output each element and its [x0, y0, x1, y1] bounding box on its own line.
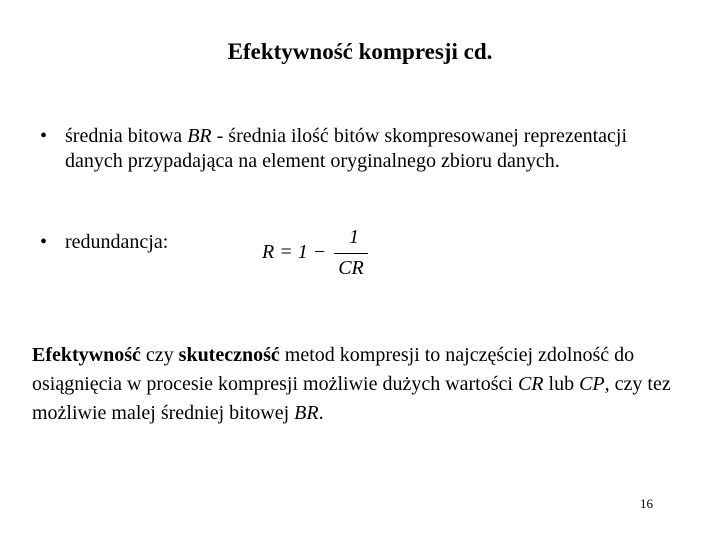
- page-number: 16: [640, 496, 653, 511]
- bullet-marker: •: [40, 125, 48, 147]
- paragraph-text: czy: [140, 344, 179, 366]
- bullet-bitrate: [40, 124, 660, 174]
- paragraph-text: lub: [543, 373, 580, 395]
- formula-lhs: R = 1 −: [262, 241, 327, 263]
- bullet-term-br: BR: [187, 125, 212, 147]
- term-cr: CR: [517, 373, 544, 395]
- bullet-text-suffix: - średnia ilość bitów skompresowanej reprezentacji danych przypadająca na element oryginalnego zbioru danych.: [65, 125, 628, 172]
- redundancy-formula: [262, 228, 382, 286]
- bullet-marker: •: [40, 231, 48, 253]
- paragraph-text: .: [318, 402, 324, 424]
- bullet-text: [40, 124, 660, 174]
- term-efektywnosc: Efektywność: [32, 344, 141, 366]
- slide-title: Efektywność kompresji cd.: [227, 39, 493, 64]
- formula-numerator: 1: [349, 226, 359, 248]
- term-skutecznosc: skuteczność: [178, 344, 280, 366]
- formula-denominator: CR: [338, 257, 364, 279]
- paragraph-text: metod kompresji to najczęściej zdolność do osiągnięcia w procesie kompresji możliwie dużych wartości: [32, 344, 635, 395]
- paragraph-text: , czy tez możliwie malej średniej bitowej: [32, 373, 671, 424]
- efficiency-paragraph: [32, 341, 672, 428]
- bullet-redundancy: [40, 230, 240, 255]
- bullet-text-prefix: średnia bitowa: [65, 125, 188, 147]
- fraction-bar: [334, 253, 368, 254]
- bullet-text: redundancja:: [65, 231, 169, 253]
- term-cp: CP: [579, 373, 605, 395]
- term-br: BR: [294, 402, 319, 424]
